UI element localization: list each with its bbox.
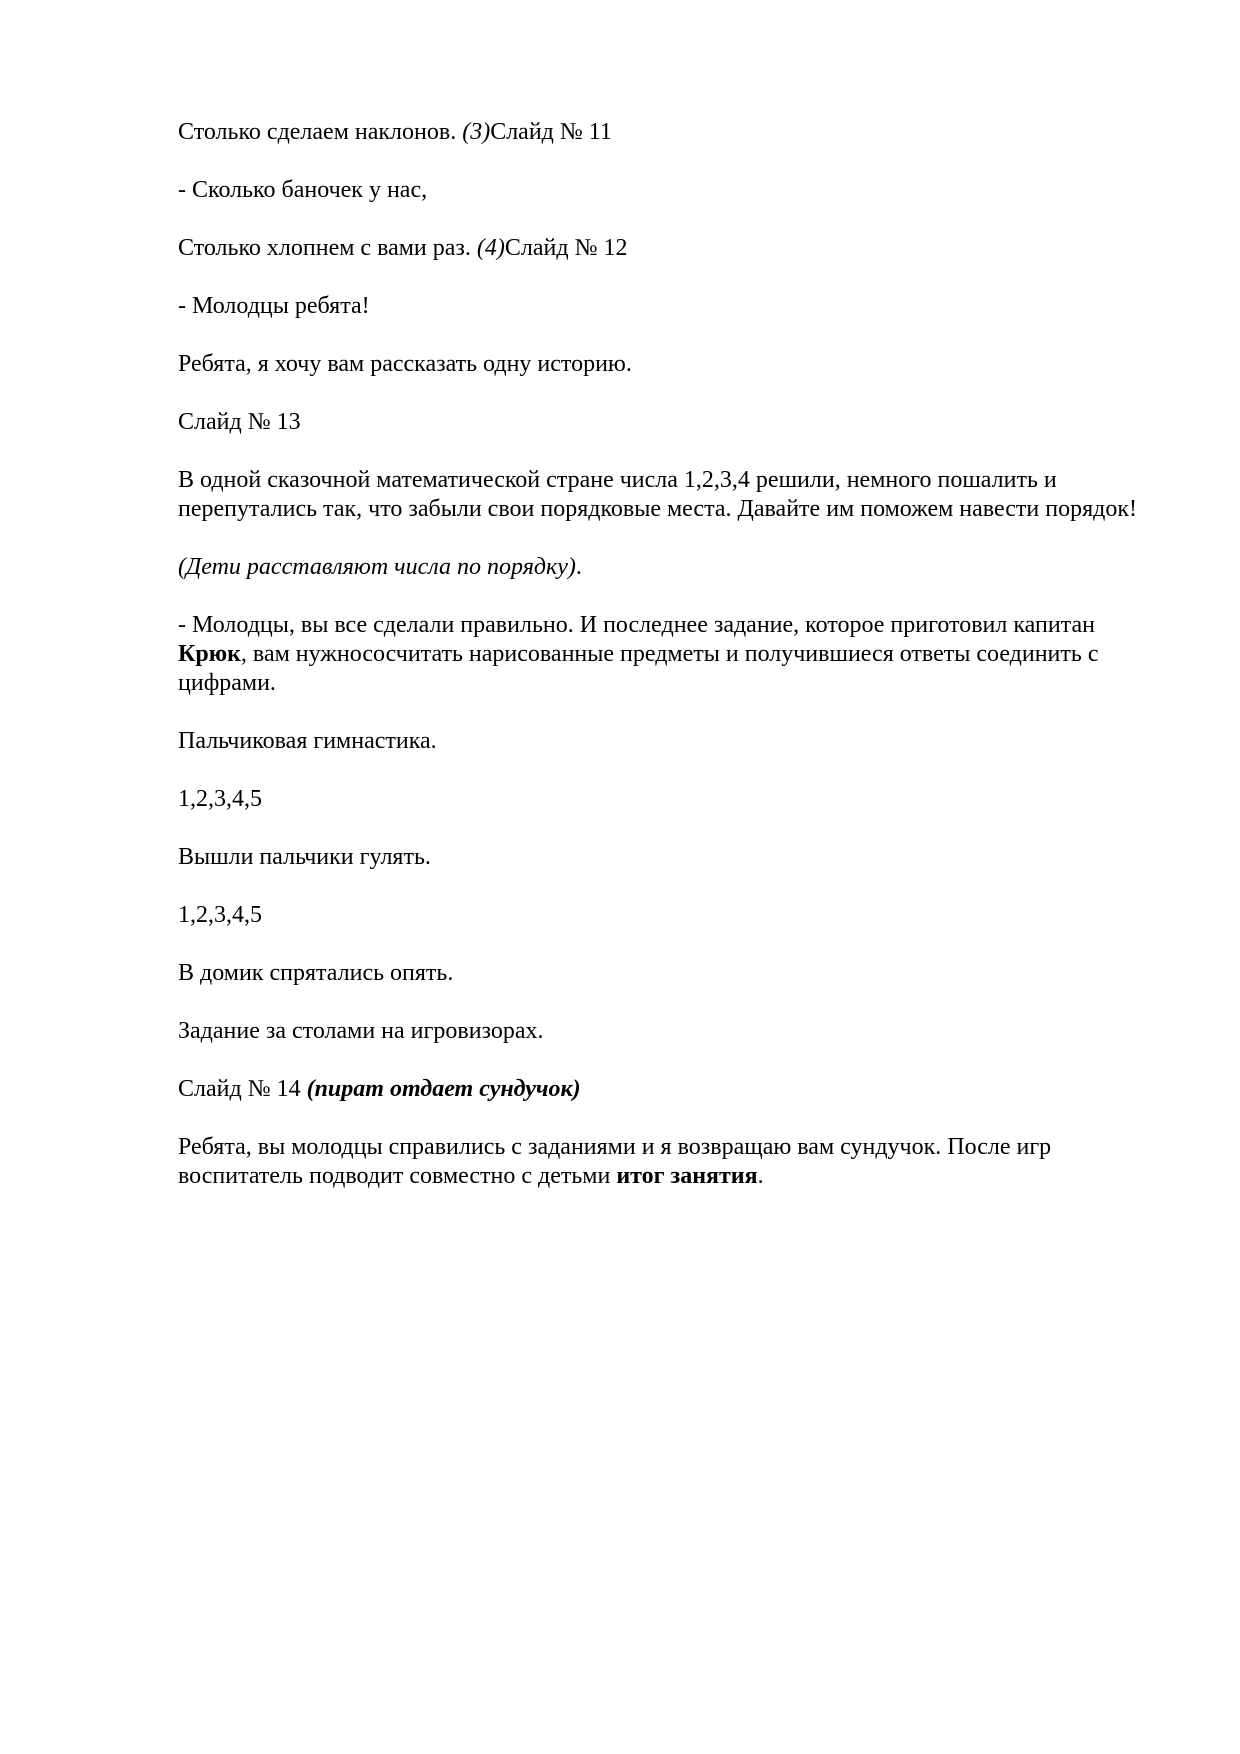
text-run: 1,2,3,4,5: [178, 902, 262, 928]
text-run: Вышли пальчики гулять.: [178, 844, 431, 870]
paragraph: [178, 176, 1148, 205]
paragraph: [178, 350, 1148, 379]
paragraph: [178, 785, 1148, 814]
text-run: , вам нужнососчитать нарисованные предметы и получившиеся ответы соединить с цифрами.: [178, 641, 1099, 696]
paragraph: [178, 118, 1148, 147]
paragraph: [178, 553, 1148, 582]
text-run: Слайд № 12: [504, 235, 628, 261]
text-run-italic: (3): [462, 119, 491, 145]
text-run: - Молодцы ребята!: [178, 293, 370, 319]
text-run: 1,2,3,4,5: [178, 786, 262, 812]
text-run-bold: Крюк: [178, 641, 241, 667]
text-run: Пальчиковая гимнастика.: [178, 728, 437, 754]
text-run: Столько сделаем наклонов.: [178, 119, 463, 145]
paragraph: [178, 901, 1148, 930]
text-run: Слайд № 11: [490, 119, 612, 145]
text-run: Ребята, я хочу вам рассказать одну историю.: [178, 351, 632, 377]
text-run: .: [575, 554, 582, 580]
text-run: - Сколько баночек у нас,: [178, 177, 428, 203]
document-body: [178, 118, 1148, 1191]
text-run: Ребята, вы молодцы справились с заданиями и я возвращаю вам сундучок. После игр воспитатель подводит совместно с детьми: [178, 1134, 1052, 1189]
text-run: В домик спрятались опять.: [178, 960, 454, 986]
paragraph: [178, 727, 1148, 756]
text-run-bold: итог занятия: [616, 1163, 758, 1189]
text-run: .: [757, 1163, 764, 1189]
paragraph: [178, 1017, 1148, 1046]
paragraph: [178, 466, 1148, 524]
paragraph: [178, 1133, 1148, 1191]
paragraph: [178, 611, 1148, 698]
text-run-bold-italic: (пират отдает сундучок): [306, 1076, 581, 1102]
text-run: Столько хлопнем с вами раз.: [178, 235, 477, 261]
paragraph: [178, 292, 1148, 321]
paragraph: [178, 959, 1148, 988]
text-run-italic: (Дети расставляют числа по порядку): [178, 554, 576, 580]
paragraph: [178, 843, 1148, 872]
paragraph: [178, 234, 1148, 263]
text-run: Слайд № 13: [178, 409, 301, 435]
paragraph: [178, 408, 1148, 437]
paragraph: [178, 1075, 1148, 1104]
text-run: - Молодцы, вы все сделали правильно. И последнее задание, которое приготовил капитан: [178, 612, 1095, 638]
text-run: В одной сказочной математической стране числа 1,2,3,4 решили, немного пошалить и перепутались так, что забыли свои порядковые места. Давайте им поможем навести порядок!: [178, 467, 1137, 522]
text-run: Задание за столами на игровизорах.: [178, 1018, 544, 1044]
text-run: Слайд № 14: [178, 1076, 307, 1102]
text-run-italic: (4): [476, 235, 505, 261]
